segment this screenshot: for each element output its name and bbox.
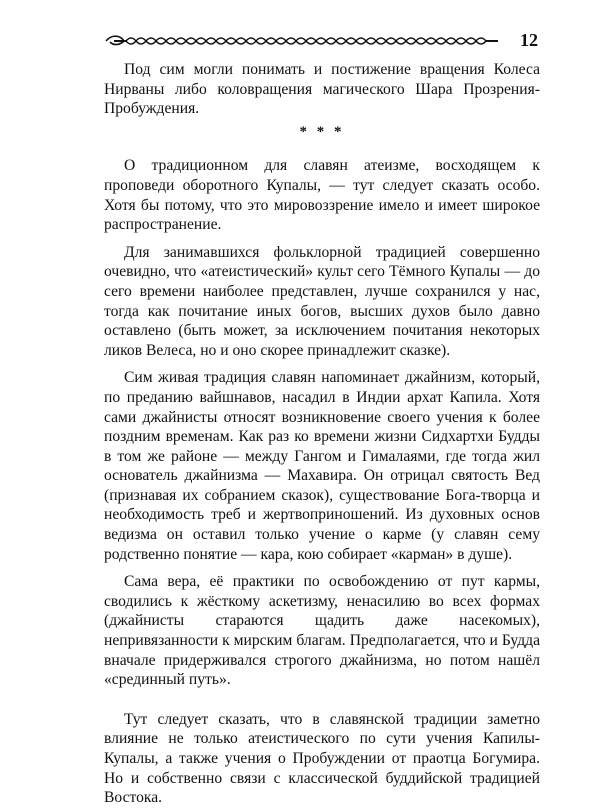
- section-divider: * * *: [299, 123, 345, 140]
- paragraph: Под сим могли понимать и постижение вращения Колеса Нирваны либо коловращения магического Шара Прозрения-Пробуждения.: [104, 61, 540, 118]
- paragraph: Сим живая традиция славян напоминает джайнизм, который, по преданию вайшнавов, насадил в Индии архат Капила. Хотя сами джайнисты относят возникновение своего учения к более поздним временам. Как раз ко времени жизни Сидхартхи Будды в том же районе — между Гангом и Гималаями, где тогда жил основатель джайнизма — Махавира. Он отрицал святость Вед (признавая их собранием сказок), существование Бога-творца и необходимость треб и жертвоприношений. Из духовных основ ведизма он оставил только учение о карме (у славян сему родственно понятие — кара, кою собирает «карман» в душе).: [104, 369, 540, 563]
- page-body: [104, 60, 540, 808]
- header-ornament: [104, 33, 500, 49]
- page-number: 12: [520, 30, 538, 50]
- paragraph: Для занимавшихся фольклорной традицией совершенно очевидно, что «атеистический» культ сего Тёмного Купалы — до сего времени наиболее представлен, лучше сохранился у нас, тогда как почитание иных богов, высших духов было давно оставлено (быть может, за исключением почитания некоторых ликов Велеса, но и оно скорее принадлежит сказке).: [104, 243, 540, 359]
- paragraph: Тут следует сказать, что в славянской традиции заметно влияние не только атеистического по сути учения Капилы-Купалы, а также учения о Пробуждении от праотца Богумира. Но и собственно связи с классической буддийской традицией Востока.: [104, 710, 540, 807]
- paragraph: О традиционном для славян атеизме, восходящем к проповеди оборотного Купалы, — тут следует сказать особо. Хотя бы потому, что это мировоззрение имело и имеет широкое распространение.: [104, 157, 540, 234]
- paragraph: Сама вера, её практики по освобождению от пут кармы, сводились к жёсткому аскетизму, ненасилию во всех формах (джайнисты стараются щадить даже насекомых), непривязанности к мирским благам. Предполагается, что и Будда вначале придерживался строгого джайнизма, но потом нашёл «срединный путь».: [104, 573, 540, 689]
